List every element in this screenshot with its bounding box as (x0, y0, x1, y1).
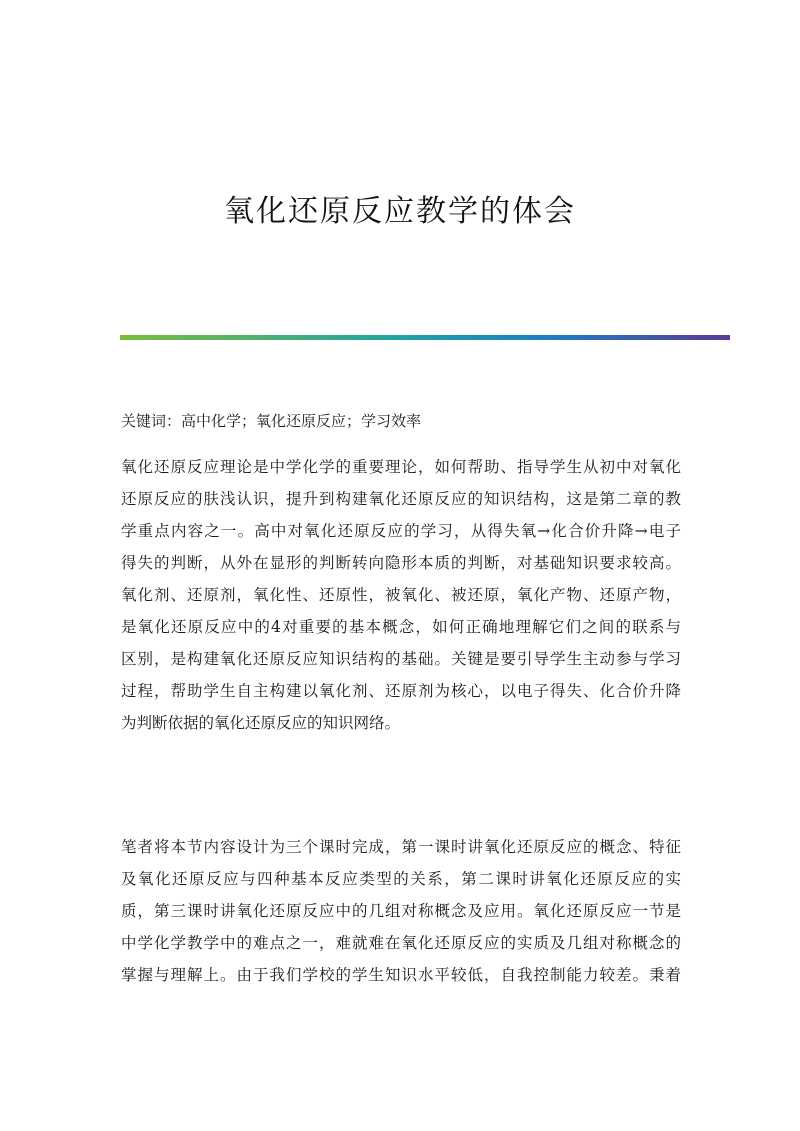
paragraph-line: 为判断依据的氧化还原反应的知识网络。 (121, 714, 401, 732)
paragraph-line: 学重点内容之一。高中对氧化还原反应的学习，从得失氧→化合价升降→电子 (121, 522, 681, 540)
paragraph-line: 得失的判断，从外在显形的判断转向隐形本质的判断，对基础知识要求较高。 (121, 554, 681, 572)
paragraph-line: 还原反应的肤浅认识，提升到构建氧化还原反应的知识结构，这是第二章的教 (121, 490, 681, 508)
paragraph-line: 氧化剂、还原剂，氧化性、还原性，被氧化、被还原，氧化产物、还原产物， (121, 586, 681, 604)
paragraph-2 (121, 831, 681, 991)
paragraph-1 (121, 451, 681, 739)
paragraph-line: 氧化还原反应理论是中学化学的重要理论，如何帮助、指导学生从初中对氧化 (121, 458, 681, 476)
paragraph-line: 区别，是构建氧化还原反应知识结构的基础。关键是要引导学生主动参与学习 (121, 650, 681, 668)
paragraph-line: 笔者将本节内容设计为三个课时完成，第一课时讲氧化还原反应的概念、特征 (121, 838, 681, 856)
paragraph-line: 过程，帮助学生自主构建以氧化剂、还原剂为核心，以电子得失、化合价升降 (121, 682, 681, 700)
paragraph-line: 是氧化还原反应中的4对重要的基本概念，如何正确地理解它们之间的联系与 (121, 618, 681, 636)
paragraph-line: 及氧化还原反应与四种基本反应类型的关系，第二课时讲氧化还原反应的实 (121, 870, 681, 888)
title-divider (120, 335, 730, 340)
paragraph-line: 中学化学教学中的难点之一，难就难在氧化还原反应的实质及几组对称概念的 (121, 934, 681, 952)
document-title: 氧化还原反应教学的体会 (224, 194, 576, 229)
paragraph-line: 掌握与理解上。由于我们学校的学生知识水平较低，自我控制能力较差。秉着 (121, 966, 681, 984)
paragraph-line: 质，第三课时讲氧化还原反应中的几组对称概念及应用。氧化还原反应一节是 (121, 902, 681, 920)
keywords-line: 关键词：高中化学；氧化还原反应；学习效率 (121, 412, 422, 430)
